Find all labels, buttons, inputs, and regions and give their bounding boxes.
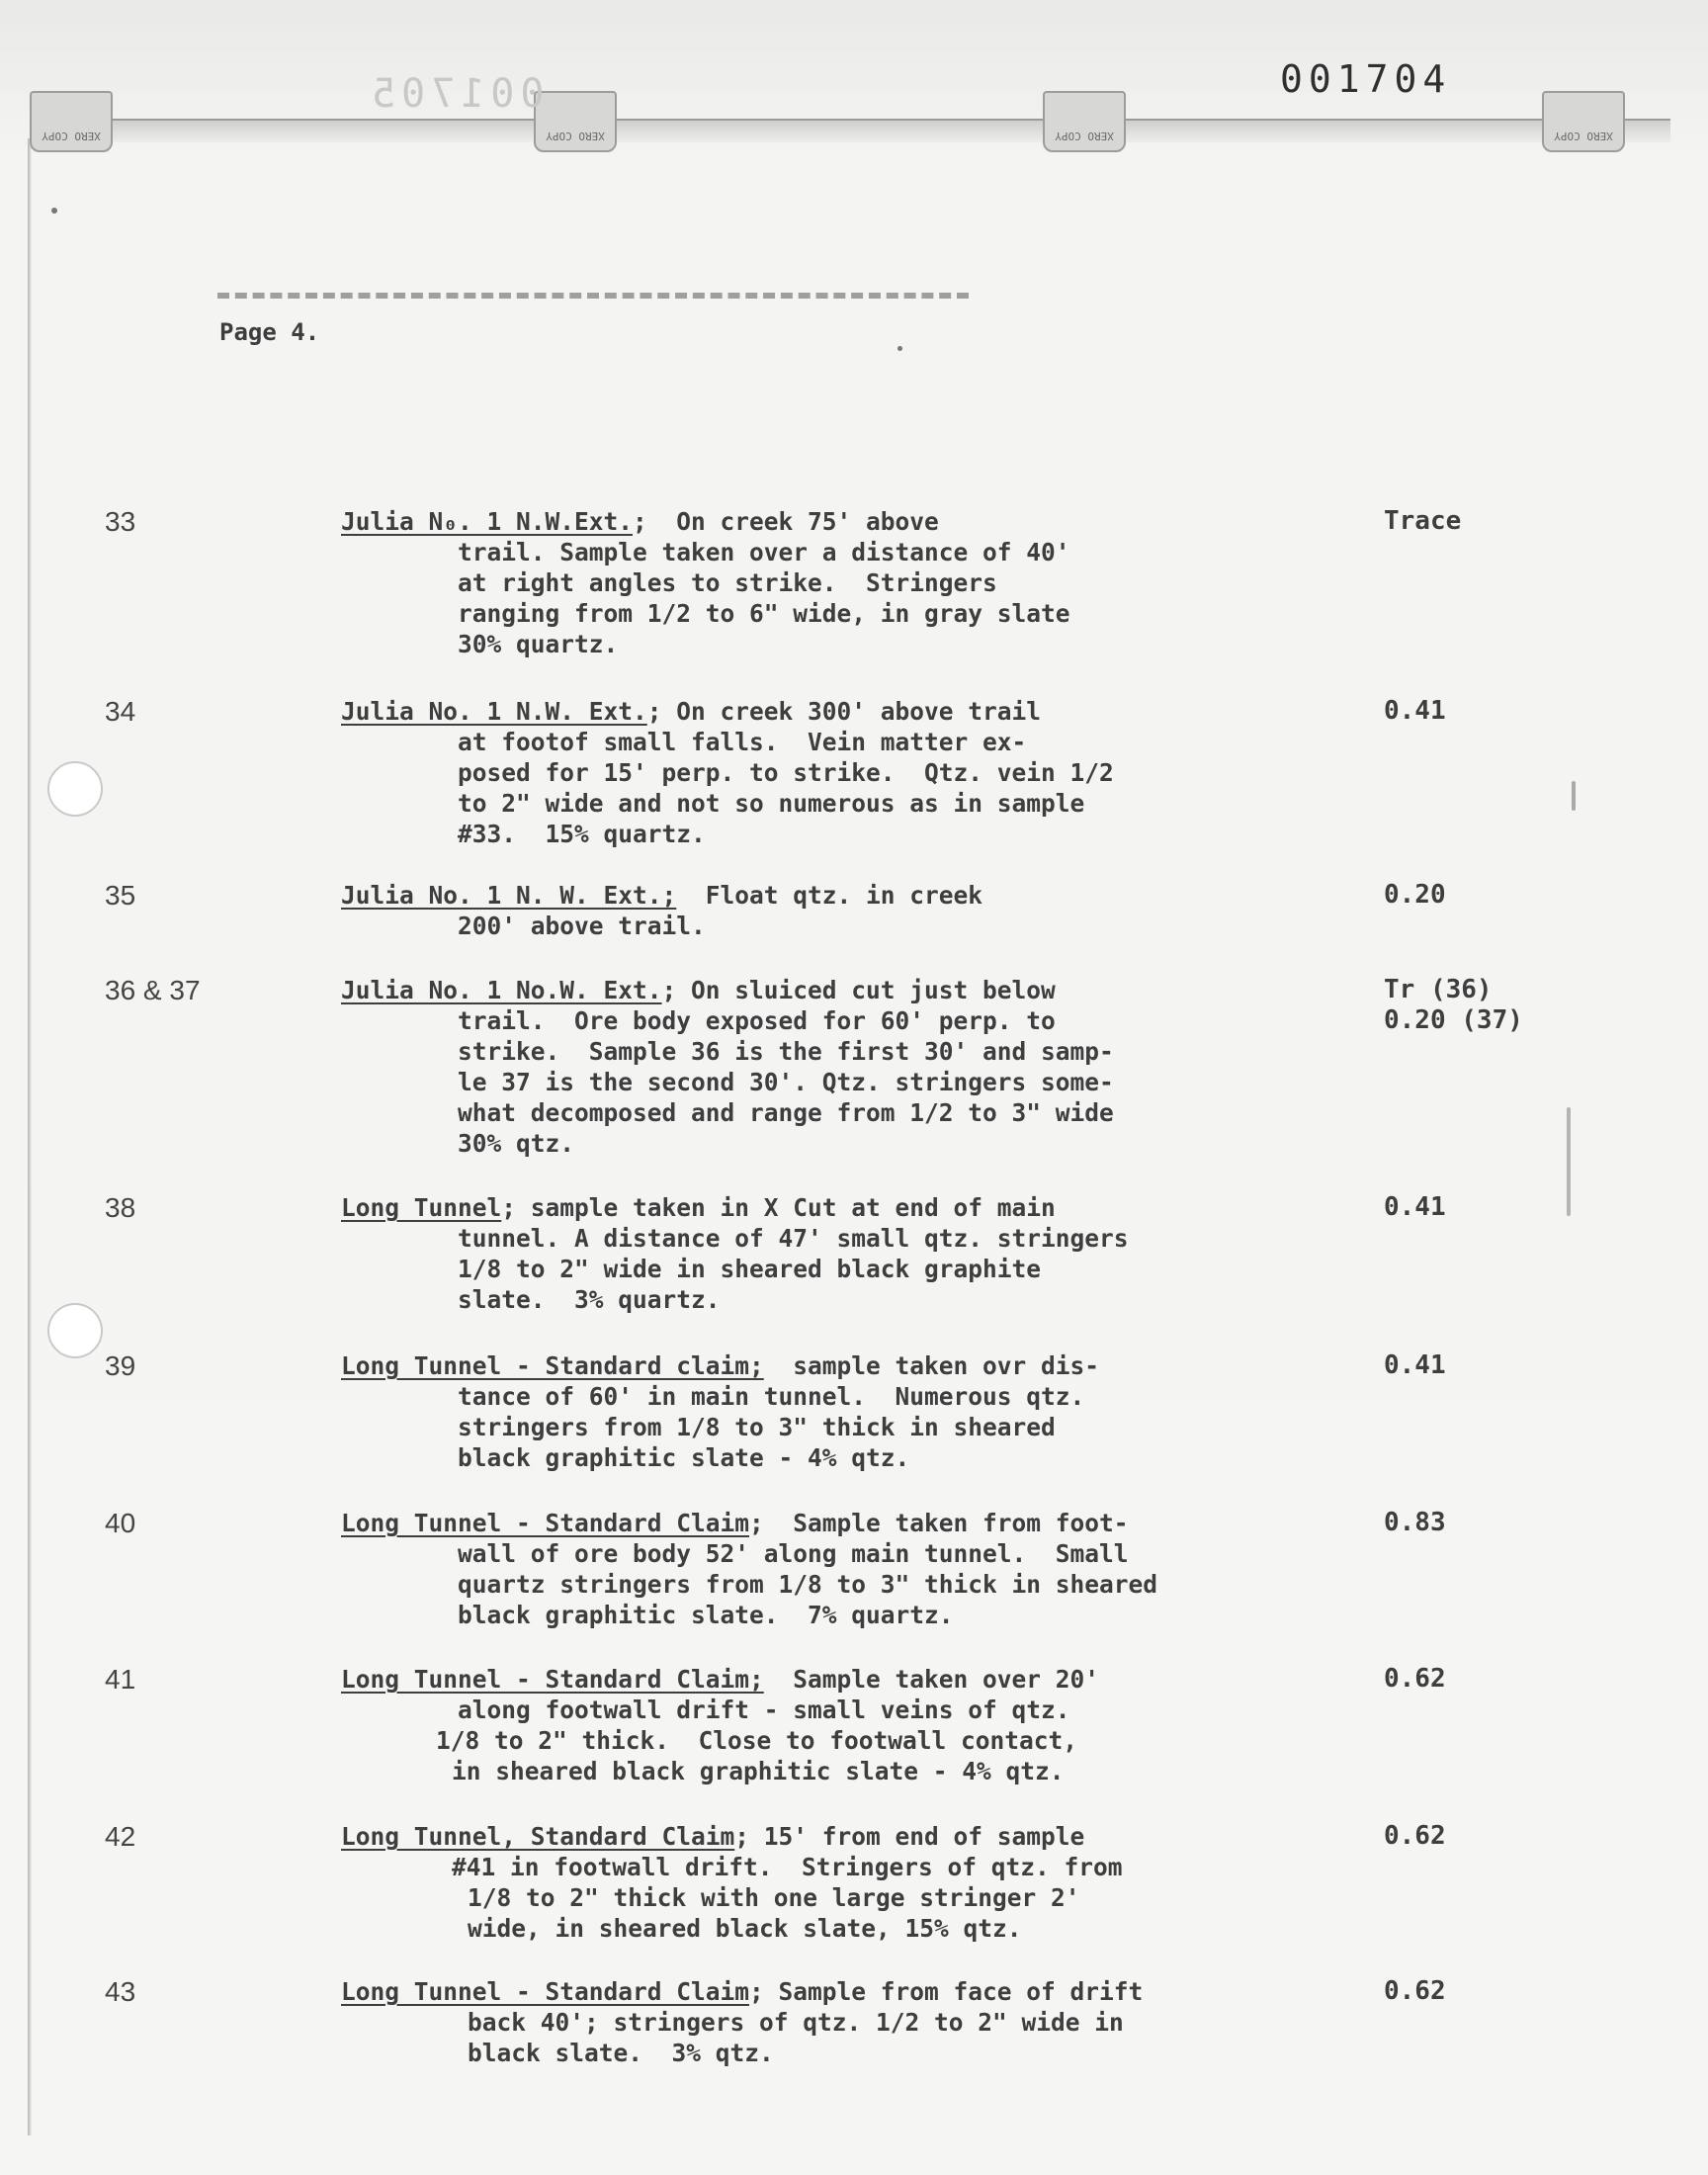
sample-number: 36 & 37 bbox=[105, 975, 201, 1005]
sample-number: 41 bbox=[105, 1664, 136, 1695]
description-line: ; On creek 300' above trail bbox=[646, 697, 1042, 726]
sample-number: 33 bbox=[105, 506, 136, 537]
xero-copy-tab bbox=[30, 91, 113, 152]
description-line: 30% quartz. bbox=[458, 630, 619, 658]
description-line: black graphitic slate. 7% quartz. bbox=[458, 1601, 954, 1629]
assay-value: 0.62 bbox=[1384, 1664, 1446, 1694]
sample-number: 40 bbox=[105, 1508, 136, 1538]
description-line: trail. Sample taken over a distance of 40' bbox=[458, 538, 1070, 566]
description-line: posed for 15' perp. to strike. Qtz. vein 1/2 bbox=[458, 758, 1114, 787]
scan-speck bbox=[897, 346, 902, 351]
assay-value: 0.83 bbox=[1384, 1508, 1446, 1537]
description-line: in sheared black graphitic slate - 4% qtz. bbox=[452, 1757, 1065, 1785]
sample-description bbox=[341, 696, 1329, 849]
claim-name: Long Tunnel - Standard Claim; bbox=[341, 1665, 764, 1694]
claim-name: Long Tunnel, Standard Claim bbox=[341, 1822, 735, 1851]
description-line: to 2" wide and not so numerous as in sample bbox=[458, 789, 1085, 818]
tab-label: XERO COPY bbox=[42, 130, 101, 142]
claim-name: Long Tunnel - Standard Claim bbox=[341, 1509, 750, 1537]
sample-description bbox=[341, 1664, 1329, 1786]
assay-value: 0.41 bbox=[1384, 1192, 1446, 1222]
description-line: #33. 15% quartz. bbox=[458, 820, 706, 848]
description-line: ; Sample taken from foot- bbox=[749, 1509, 1129, 1537]
description-line: stringers from 1/8 to 3" thick in sheared bbox=[458, 1413, 1056, 1441]
scan-speck bbox=[1572, 781, 1576, 811]
xero-copy-tab bbox=[1043, 91, 1126, 152]
claim-name: Long Tunnel bbox=[341, 1193, 502, 1222]
assay-value: 0.41 bbox=[1384, 696, 1446, 726]
description-line: black graphitic slate - 4% qtz. bbox=[458, 1443, 910, 1472]
description-line: Float qtz. in creek bbox=[676, 881, 983, 910]
claim-name: Long Tunnel - Standard Claim bbox=[341, 1977, 750, 2006]
xero-copy-tab bbox=[1542, 91, 1625, 152]
assay-value: Trace bbox=[1384, 506, 1462, 536]
description-line: wall of ore body 52' along main tunnel. Small bbox=[458, 1539, 1129, 1568]
description-line: #41 in footwall drift. Stringers of qtz. from bbox=[452, 1853, 1123, 1881]
description-line: 200' above trail. bbox=[458, 912, 706, 940]
description-line: quartz stringers from 1/8 to 3" thick in sheared bbox=[458, 1570, 1158, 1599]
description-line: ; sample taken in X Cut at end of main bbox=[501, 1193, 1056, 1222]
assay-value: 0.62 bbox=[1384, 1976, 1446, 2006]
tab-label: XERO COPY bbox=[546, 130, 605, 142]
description-line: ranging from 1/2 to 6" wide, in gray slate bbox=[458, 599, 1070, 628]
sample-description bbox=[341, 1350, 1329, 1473]
description-line: at right angles to strike. Stringers bbox=[458, 568, 997, 597]
description-line: 30% qtz. bbox=[458, 1129, 575, 1158]
document-number: 001704 bbox=[1280, 57, 1452, 101]
claim-name: Long Tunnel - Standard claim; bbox=[341, 1351, 764, 1380]
assay-value: 0.41 bbox=[1384, 1350, 1446, 1380]
description-line: 1/8 to 2" thick with one large stringer 2' bbox=[468, 1883, 1080, 1912]
claim-name: Julia N₀. 1 N.W.Ext. bbox=[341, 507, 634, 536]
description-line: le 37 is the second 30'. Qtz. stringers some- bbox=[458, 1068, 1114, 1096]
scan-speck bbox=[51, 208, 57, 214]
description-line: strike. Sample 36 is the first 30' and samp- bbox=[458, 1037, 1114, 1066]
claim-name: Julia No. 1 No.W. Ext. bbox=[341, 976, 662, 1004]
sample-number: 39 bbox=[105, 1350, 136, 1381]
page-label: Page 4. bbox=[219, 318, 320, 346]
description-line: along footwall drift - small veins of qtz. bbox=[458, 1696, 1070, 1724]
description-line: back 40'; stringers of qtz. 1/2 to 2" wide in bbox=[468, 2008, 1124, 2037]
tab-label: XERO COPY bbox=[1055, 130, 1114, 142]
sample-number: 42 bbox=[105, 1821, 136, 1852]
claim-name: Julia No. 1 N. W. Ext.; bbox=[341, 881, 677, 910]
description-line: what decomposed and range from 1/2 to 3" wide bbox=[458, 1098, 1114, 1127]
description-line: black slate. 3% qtz. bbox=[468, 2039, 774, 2067]
sample-number: 43 bbox=[105, 1976, 136, 2007]
description-line: ; On creek 75' above bbox=[633, 507, 939, 536]
description-line: ; 15' from end of sample bbox=[734, 1822, 1085, 1851]
description-line: 1/8 to 2" wide in sheared black graphite bbox=[458, 1255, 1042, 1283]
assay-value: 0.20 bbox=[1384, 880, 1446, 910]
description-line: sample taken ovr dis- bbox=[763, 1351, 1100, 1380]
description-line: tance of 60' in main tunnel. Numerous qtz. bbox=[458, 1382, 1085, 1411]
sample-number: 35 bbox=[105, 880, 136, 911]
bleed-through-number: 001705 bbox=[366, 71, 545, 117]
sample-description bbox=[341, 1192, 1329, 1315]
sample-description bbox=[341, 1976, 1329, 2068]
description-line: at footof small falls. Vein matter ex- bbox=[458, 728, 1027, 756]
description-line: trail. Ore body exposed for 60' perp. to bbox=[458, 1006, 1056, 1035]
assay-value: Tr (36) 0.20 (37) bbox=[1384, 975, 1523, 1035]
sample-description bbox=[341, 1821, 1329, 1944]
description-line: ; Sample from face of drift bbox=[749, 1977, 1144, 2006]
punch-hole bbox=[47, 1303, 103, 1358]
description-line: Sample taken over 20' bbox=[763, 1665, 1100, 1694]
description-line: tunnel. A distance of 47' small qtz. stringers bbox=[458, 1224, 1129, 1253]
cut-off-header-line bbox=[217, 293, 969, 308]
page-left-edge bbox=[28, 138, 32, 2135]
xero-copy-tab bbox=[534, 91, 617, 152]
tab-label: XERO COPY bbox=[1554, 130, 1613, 142]
sample-description bbox=[341, 975, 1329, 1159]
description-line: slate. 3% quartz. bbox=[458, 1285, 721, 1314]
description-line: ; On sluiced cut just below bbox=[661, 976, 1056, 1004]
sample-number: 34 bbox=[105, 696, 136, 727]
binder-strip bbox=[30, 119, 1670, 142]
sample-description bbox=[341, 880, 1329, 941]
claim-name: Julia No. 1 N.W. Ext. bbox=[341, 697, 647, 726]
punch-hole bbox=[47, 761, 103, 817]
sample-description bbox=[341, 1508, 1329, 1630]
sample-number: 38 bbox=[105, 1192, 136, 1223]
assay-value: 0.62 bbox=[1384, 1821, 1446, 1851]
description-line: wide, in sheared black slate, 15% qtz. bbox=[468, 1914, 1022, 1943]
sample-description bbox=[341, 506, 1329, 659]
description-line: 1/8 to 2" thick. Close to footwall contact, bbox=[436, 1726, 1078, 1755]
